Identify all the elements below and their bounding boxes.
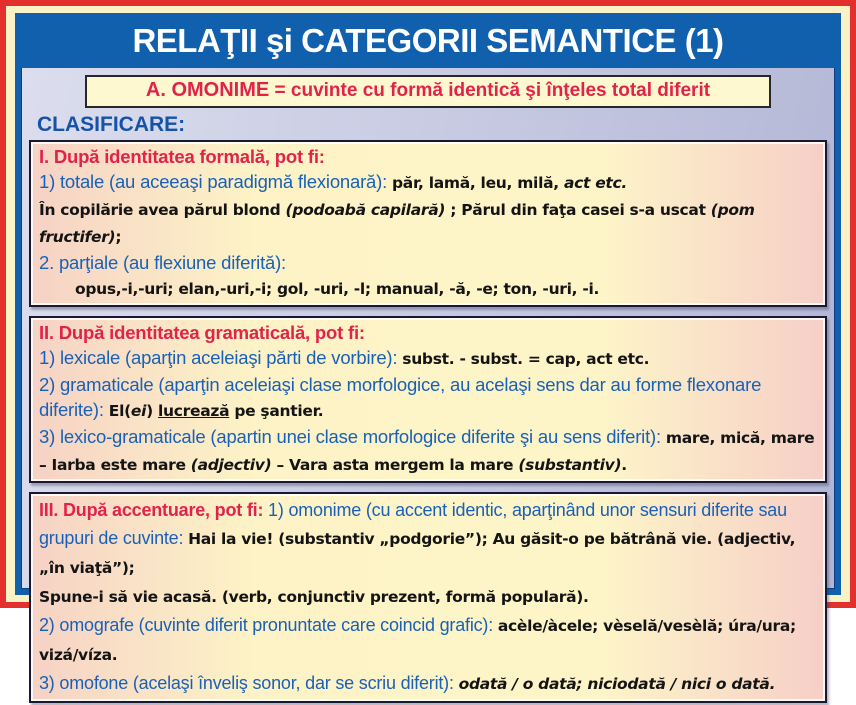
text-line bbox=[39, 424, 817, 478]
text-line bbox=[39, 345, 817, 372]
text-segment: subst. - subst. = cap, act etc. bbox=[402, 350, 650, 368]
text-segment: lucrează bbox=[158, 402, 230, 420]
note-term: A. OMONIME bbox=[145, 79, 270, 101]
text-line bbox=[39, 144, 817, 169]
text-segment: mare, mică, mare – Iarba este mare bbox=[39, 429, 815, 474]
text-segment: II. După identitatea gramaticală, pot fi: bbox=[39, 322, 365, 343]
text-segment: El( bbox=[108, 402, 131, 420]
text-segment: odată / o dată; niciodată / nici o dată. bbox=[458, 675, 776, 693]
text-line bbox=[39, 250, 817, 275]
text-segment: 2) gramaticale (aparţin aceleiaşi clase morfologice, au acelaşi sens dar au forme flexonare diferite): bbox=[39, 374, 762, 420]
classification-heading: CLASIFICARE: bbox=[37, 113, 186, 136]
text-line bbox=[39, 611, 817, 669]
text-segment: 1) omonime (cu accent identic, aparţinând unor sensuri diferite sau grupuri de cuvinte: bbox=[39, 500, 787, 548]
text-segment: act etc. bbox=[563, 174, 627, 192]
definition-note bbox=[85, 75, 771, 108]
text-segment: 3) lexico-gramaticale (apartin unei clase morfologice diferite şi au sens diferit): bbox=[39, 426, 666, 447]
text-segment: III. După accentuare, pot fi: bbox=[39, 500, 269, 520]
text-segment: – Vara asta mergem la mare bbox=[271, 456, 519, 474]
text-line bbox=[39, 169, 817, 196]
text-segment: (substantiv) bbox=[518, 456, 622, 474]
section-box-2 bbox=[29, 316, 827, 483]
text-segment: ; Părul din faţa casei s-a uscat bbox=[445, 201, 711, 219]
text-segment: (podoabă capilară) bbox=[285, 201, 446, 219]
text-line bbox=[39, 275, 817, 302]
note-definition: = cuvinte cu formă identică şi înţeles total diferit bbox=[269, 80, 711, 101]
text-segment: ; bbox=[115, 228, 122, 246]
text-line bbox=[39, 196, 817, 250]
text-line bbox=[39, 582, 817, 611]
text-segment: păr, lamă, leu, milă, bbox=[391, 174, 564, 192]
text-segment: În copilărie avea părul blond bbox=[39, 201, 286, 219]
text-segment: 1) lexicale (aparţin aceleiaşi părti de vorbire): bbox=[39, 347, 403, 368]
text-segment: ) bbox=[146, 402, 158, 420]
text-segment: 2. parţiale (au flexiune diferită): bbox=[39, 252, 286, 273]
text-segment: 1) totale (au aceeaşi paradigmă flexionară): bbox=[39, 171, 392, 192]
blue-frame bbox=[15, 13, 841, 693]
text-line bbox=[39, 496, 817, 582]
text-line bbox=[39, 669, 817, 698]
text-segment: Hai la vie! (substantiv „podgorie”); Au găsit-o pe bătrână vie. (adjectiv, „în viaţă”); bbox=[39, 530, 796, 577]
section-box-1 bbox=[29, 140, 827, 307]
content-area bbox=[21, 68, 835, 705]
text-segment: . bbox=[621, 456, 627, 474]
text-segment: 3) omofone (acelaşi înveliş sonor, dar se scriu diferit): bbox=[39, 673, 459, 693]
section-box-3 bbox=[29, 492, 827, 703]
text-line bbox=[39, 320, 817, 345]
text-segment: acèle/àcele; vèselă/vesèlă; úra/ura; vizá/víza. bbox=[39, 617, 796, 664]
page-title: RELAŢII şi CATEGORII SEMANTICE (1) bbox=[21, 19, 835, 68]
text-segment: pe şantier. bbox=[229, 402, 324, 420]
text-segment: Spune-i să vie acasă. (verb, conjunctiv prezent, formă populară). bbox=[39, 588, 589, 606]
text-segment: opus,-i,-uri; elan,-uri,-i; gol, -uri, -l; manual, -ă, -e; ton, -uri, -i. bbox=[75, 280, 600, 298]
text-line bbox=[39, 372, 817, 424]
text-segment: I. După identitatea formală, pot fi: bbox=[39, 146, 325, 167]
text-segment: ei bbox=[130, 402, 147, 420]
text-segment: 2) omografe (cuvinte diferit pronuntate care coincid grafic): bbox=[39, 615, 498, 635]
text-segment: (pom fructifer) bbox=[39, 201, 755, 246]
text-segment: (adjectiv) bbox=[190, 456, 272, 474]
